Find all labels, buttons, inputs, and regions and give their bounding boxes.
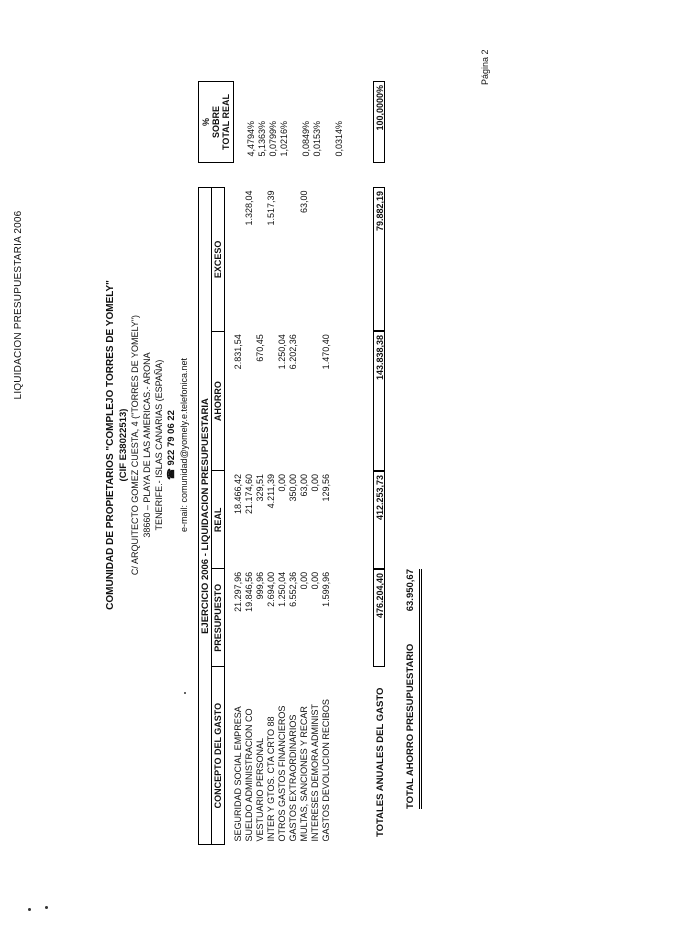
cell-real: 21.174,60 xyxy=(244,473,254,515)
cell-real: 18.466,42 xyxy=(233,473,243,515)
cell-presupuesto: 0,00 xyxy=(310,571,320,590)
cell-real: 129,56 xyxy=(321,473,331,502)
col-exceso-header: EXCESO xyxy=(212,188,225,332)
section-title: EJERCICIO 2006 - LIQUIDACION PRESUPUESTARIA xyxy=(199,188,212,845)
pct-header-line1: % xyxy=(201,118,211,127)
cell-presupuesto: 1.599,96 xyxy=(321,571,331,607)
totals-label: TOTALES ANUALES DEL GASTO xyxy=(375,687,386,837)
org-phone: ☎ 922 79 06 22 xyxy=(166,410,177,480)
pct-row xyxy=(257,82,268,163)
address-line-3: TENERIFE.- ISLAS CANARIAS (ESPAÑA) xyxy=(154,359,164,531)
cell-exceso: 63,00 xyxy=(299,190,309,214)
cell-ahorro xyxy=(266,331,277,471)
cell-real: 4.211,39 xyxy=(266,473,276,509)
table-row xyxy=(321,188,332,845)
col-presupuesto-header: PRESUPUESTO xyxy=(212,569,225,667)
pct-header-line3: TOTAL REAL xyxy=(221,94,231,150)
cell-exceso: 1.328,04 xyxy=(244,190,254,226)
cell-pct: 4,4794% xyxy=(246,120,256,157)
pct-row xyxy=(268,82,279,163)
budget-table xyxy=(198,187,332,845)
cell-presupuesto: 999,96 xyxy=(255,571,265,600)
cell-ahorro xyxy=(244,331,255,471)
cell-concepto: SUELDO ADMINISTRACION CO xyxy=(244,708,254,842)
cell-concepto: GASTOS EXTRAORDINARIOS xyxy=(288,714,298,842)
total-pct: 100,0000% xyxy=(373,81,385,163)
double-underline-top xyxy=(419,569,420,809)
cell-pct: 0,0153% xyxy=(312,120,322,157)
cell-concepto: VESTUARIO PERSONAL xyxy=(255,737,265,842)
pct-header xyxy=(199,82,234,163)
cell-exceso xyxy=(321,188,332,332)
pct-row xyxy=(334,82,345,163)
cell-pct: 1,0216% xyxy=(279,120,289,157)
cell-exceso xyxy=(288,188,299,332)
col-concepto-header: CONCEPTO DEL GASTO xyxy=(212,667,225,845)
document-title: LIQUIDACION PRESUPUESTARIA 2006 xyxy=(13,210,24,400)
total-ahorro-presupuestario-value: 63.950,67 xyxy=(405,569,416,612)
table-row xyxy=(288,188,299,845)
total-ahorro-presupuestario-label: TOTAL AHORRO PRESUPUESTARIO xyxy=(405,643,416,809)
cell-presupuesto: 2.694,00 xyxy=(266,571,276,607)
cell-real: 0,00 xyxy=(310,473,320,492)
cell-real: 329,51 xyxy=(255,473,265,502)
cell-concepto: GASTOS DEVOLUCION RECIBOS xyxy=(321,699,331,842)
cell-concepto: INTERESES DEMORA ADMINIST xyxy=(310,703,320,842)
org-email: e-mail: comunidad@yomely.e.telefonica.net xyxy=(179,357,189,533)
cell-presupuesto: 1.250,04 xyxy=(277,571,287,607)
cell-concepto: SEGURIDAD SOCIAL EMPRESA xyxy=(233,706,243,842)
cell-pct: 5,1363% xyxy=(257,120,267,157)
cell-presupuesto: 6.552,36 xyxy=(288,571,298,607)
cell-pct: 0,0314% xyxy=(334,120,344,157)
org-name: COMUNIDAD DE PROPIETARIOS "COMPLEJO TORRES DE YOMELY" xyxy=(105,280,116,610)
cell-pct: 0,0799% xyxy=(268,120,278,157)
table-row xyxy=(277,188,288,845)
cell-real: 0,00 xyxy=(277,473,287,492)
scan-speck xyxy=(28,908,31,911)
col-ahorro-header: AHORRO xyxy=(212,331,225,471)
cell-ahorro: 2.831,54 xyxy=(233,334,243,370)
cell-exceso xyxy=(255,188,266,332)
cell-presupuesto: 19.846,56 xyxy=(244,571,254,612)
total-exceso: 79.882,19 xyxy=(373,187,385,331)
cell-presupuesto: 21.297,96 xyxy=(233,571,243,612)
total-presupuesto: 476.204,40 xyxy=(373,569,385,667)
table-row xyxy=(255,188,266,845)
total-ahorro: 143.838,38 xyxy=(373,331,385,471)
pct-row xyxy=(290,82,301,163)
cell-concepto: OTROS GASTOS FINANCIEROS xyxy=(277,705,287,842)
cell-real: 63,00 xyxy=(299,473,309,497)
pct-row xyxy=(234,82,258,163)
cell-exceso xyxy=(277,188,288,332)
cell-pct xyxy=(290,82,301,163)
double-underline-bottom xyxy=(421,569,422,809)
cell-real: 350,00 xyxy=(288,473,298,502)
pct-row xyxy=(312,82,323,163)
org-cif: (CIF E38022513) xyxy=(118,408,129,482)
table-row xyxy=(225,188,245,845)
percent-table xyxy=(198,81,345,163)
cell-ahorro: 6.202,36 xyxy=(288,334,298,370)
cell-ahorro xyxy=(299,331,310,471)
cell-ahorro xyxy=(310,331,321,471)
table-row xyxy=(244,188,255,845)
pct-row xyxy=(323,82,334,163)
table-row xyxy=(266,188,277,845)
cell-pct xyxy=(323,82,334,163)
table-row xyxy=(299,188,310,845)
cell-ahorro: 1.250,04 xyxy=(277,334,287,370)
address-line-2: 38660 – PLAYA DE LAS AMERICAS.- ARONA xyxy=(142,352,152,538)
table-row xyxy=(310,188,321,845)
pct-row xyxy=(279,82,290,163)
cell-exceso: 1.517,39 xyxy=(266,190,276,226)
pct-header-line2: SOBRE xyxy=(211,106,221,139)
cell-exceso xyxy=(225,188,245,332)
cell-pct: 0,0849% xyxy=(301,120,311,157)
page-number: Página 2 xyxy=(480,49,490,85)
pct-row xyxy=(301,82,312,163)
total-real: 412.253,73 xyxy=(373,471,385,569)
scan-speck xyxy=(45,906,48,909)
cell-exceso xyxy=(310,188,321,332)
cell-concepto: INTER Y GTOS. CTA CRTO 88 xyxy=(266,716,276,842)
col-real-header: REAL xyxy=(212,471,225,569)
cell-concepto: MULTAS, SANCIONES Y RECAR xyxy=(299,706,309,842)
cell-presupuesto: 0,00 xyxy=(299,571,309,590)
rotated-sheet xyxy=(5,25,505,905)
cell-ahorro: 670,45 xyxy=(255,334,265,362)
address-line-1: C/ ARQUITECTO GOMEZ CUESTA, 4 ("TORRES DE YOMELY") xyxy=(130,314,140,576)
cell-ahorro: 1.470,40 xyxy=(321,334,331,370)
